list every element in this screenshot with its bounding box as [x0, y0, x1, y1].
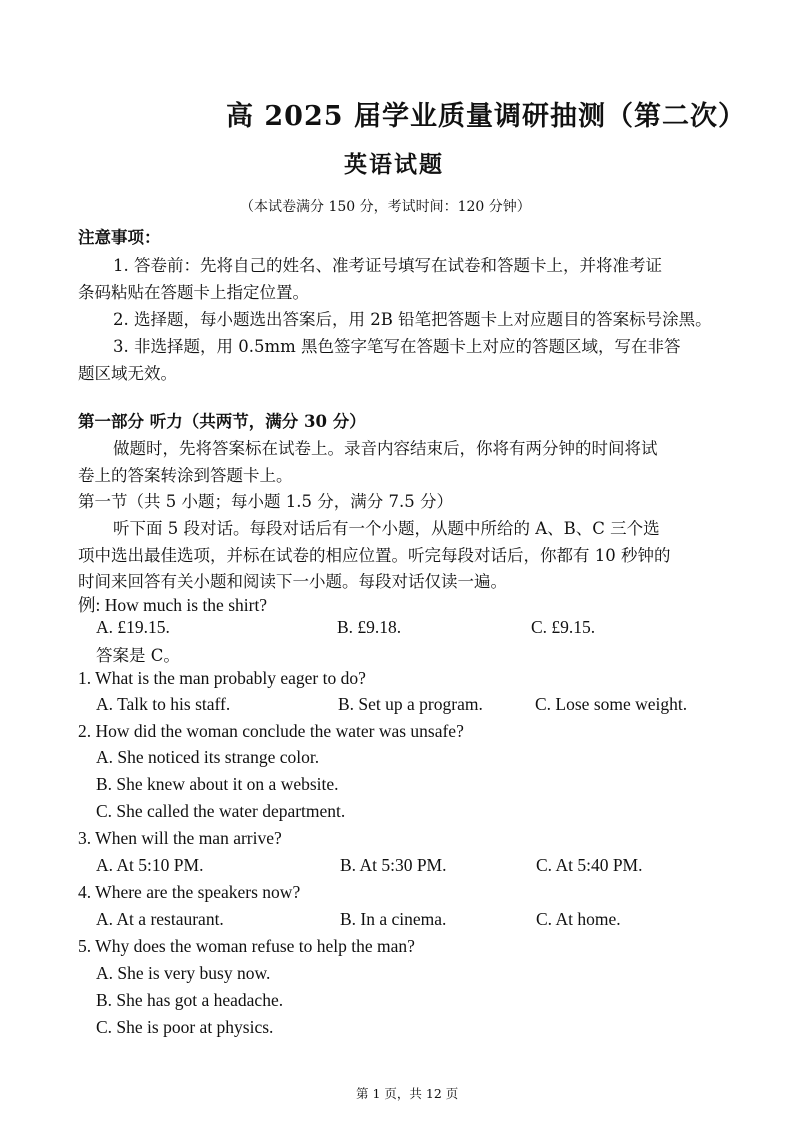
- notes-item-3-cont: 题区域无效。: [78, 364, 177, 383]
- question-1-option-b: B. Set up a program.: [338, 694, 483, 714]
- part1-intro: 做题时，先将答案标在试卷上。录音内容结束后，你将有两分钟的时间将试: [113, 439, 658, 458]
- question-2-option-c: C. She called the water department.: [96, 801, 346, 821]
- example-option-b: B. £9.18.: [337, 617, 402, 637]
- question-2-option-b: B. She knew about it on a website.: [96, 774, 339, 794]
- question-2-option-a: A. She noticed its strange color.: [96, 747, 320, 767]
- question-5: 5. Why does the woman refuse to help the man?: [78, 936, 415, 956]
- section1-heading: 第一节（共 5 小题；每小题 1.5 分，满分 7.5 分）: [78, 492, 453, 511]
- question-4: 4. Where are the speakers now?: [78, 882, 301, 902]
- question-5-option-b: B. She has got a headache.: [96, 990, 284, 1010]
- question-3-option-a: A. At 5:10 PM.: [96, 855, 204, 875]
- notes-heading: 注意事项：: [78, 228, 161, 247]
- notes-item-3: 3. 非选择题，用 0.5mm 黑色签字笔写在答题卡上对应的答题区域，写在非答: [113, 337, 681, 356]
- notes-item-1-cont: 条码粘贴在答题卡上指定位置。: [78, 283, 309, 302]
- example-option-c: C. £9.15.: [531, 617, 596, 637]
- question-5-option-c: C. She is poor at physics.: [96, 1017, 274, 1037]
- question-4-option-b: B. In a cinema.: [340, 909, 447, 929]
- notes-item-1: 1. 答卷前：先将自己的姓名、准考证号填写在试卷和答题卡上，并将准考证: [113, 256, 662, 275]
- notes-item-2: 2. 选择题，每小题选出答案后，用 2B 铅笔把答题卡上对应题目的答案标号涂黑。: [113, 310, 712, 329]
- question-1-option-a: A. Talk to his staff.: [96, 694, 231, 714]
- exam-meta: （本试卷满分 150 分，考试时间：120 分钟）: [240, 199, 531, 215]
- question-1-option-c: C. Lose some weight.: [535, 694, 688, 714]
- example-answer: 答案是 C。: [96, 646, 180, 665]
- question-3-option-c: C. At 5:40 PM.: [536, 855, 643, 875]
- question-3-option-b: B. At 5:30 PM.: [340, 855, 447, 875]
- question-4-option-a: A. At a restaurant.: [96, 909, 224, 929]
- question-3: 3. When will the man arrive?: [78, 828, 282, 848]
- page-title: 高 2025 届学业质量调研抽测（第二次）: [226, 101, 746, 132]
- question-1: 1. What is the man probably eager to do?: [78, 668, 366, 688]
- question-5-option-a: A. She is very busy now.: [96, 963, 271, 983]
- part1-intro-cont: 卷上的答案转涂到答题卡上。: [78, 466, 293, 485]
- question-2: 2. How did the woman conclude the water was unsafe?: [78, 721, 464, 741]
- example-option-a: A. £19.15.: [96, 617, 170, 637]
- example-question: 例: How much is the shirt?: [78, 595, 268, 615]
- page-subtitle: 英语试题: [344, 151, 444, 178]
- section1-instructions-cont: 时间来回答有关小题和阅读下一小题。每段对话仅读一遍。: [78, 572, 507, 591]
- part1-heading: 第一部分 听力（共两节，满分 30 分）: [78, 412, 366, 431]
- section1-instructions-cont: 项中选出最佳选项，并标在试卷的相应位置。听完每段对话后，你都有 10 秒钟的: [78, 546, 671, 565]
- section1-instructions: 听下面 5 段对话。每段对话后有一个小题，从题中所给的 A、B、C 三个选: [113, 519, 660, 538]
- page-footer: 第 1 页，共 12 页: [356, 1086, 459, 1101]
- question-4-option-c: C. At home.: [536, 909, 621, 929]
